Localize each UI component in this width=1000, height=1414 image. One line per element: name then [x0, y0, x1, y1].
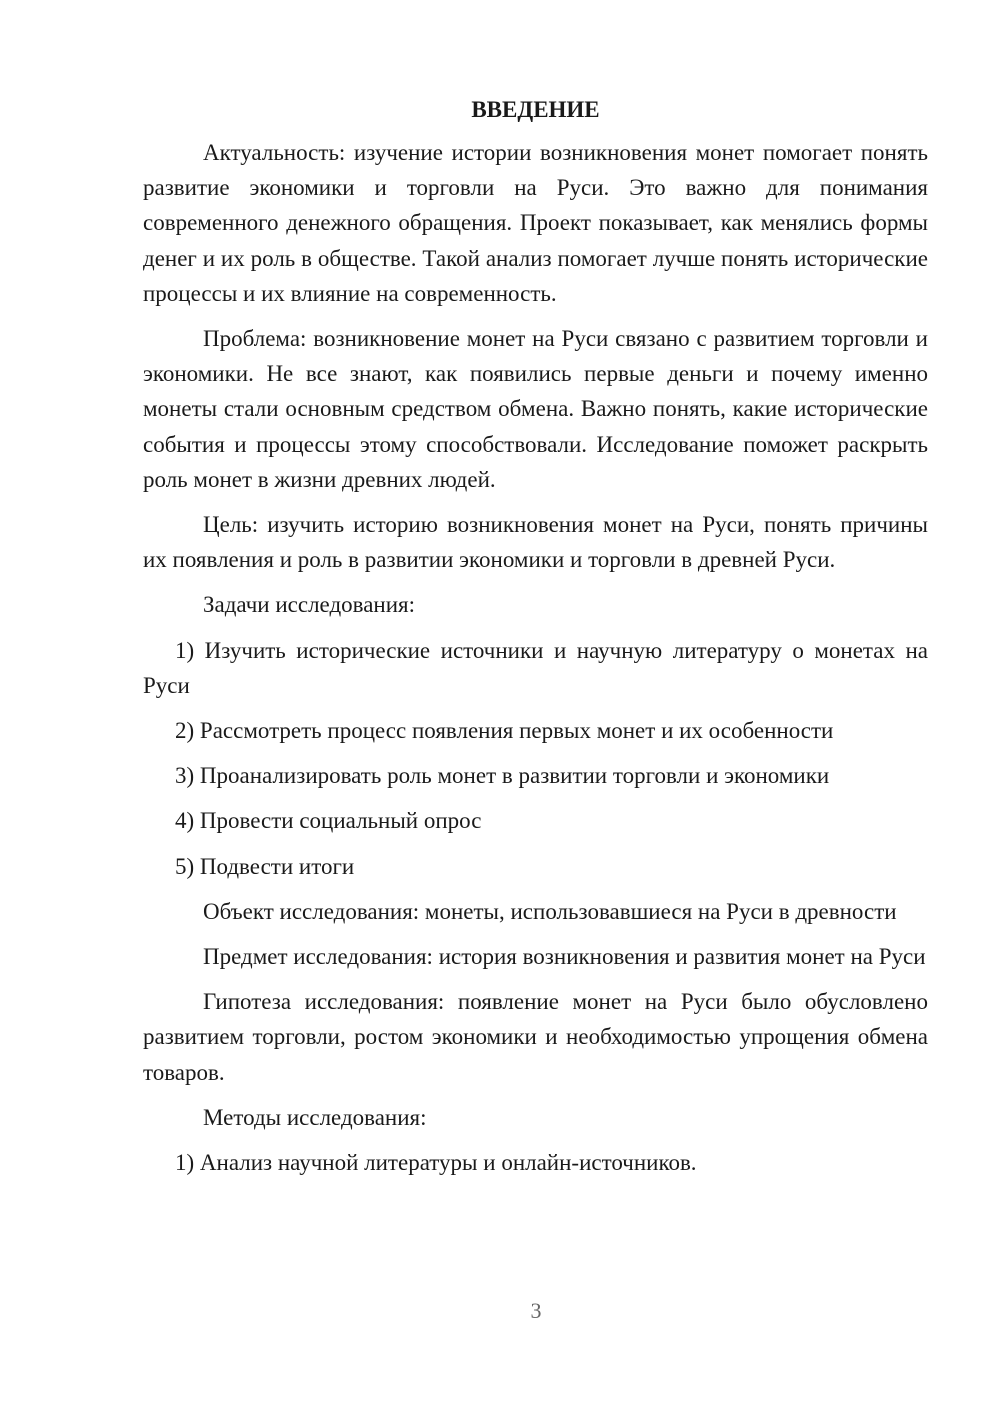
task-item-3: 3) Проанализировать роль монет в развитии торговли и экономики: [175, 763, 830, 789]
paragraph-relevance: Актуальность: изучение истории возникновения монет помогает понять развитие экономики и торговли на Руси. Это важно для понимания современного денежного обращения. Проект показывает, как менялись формы денег и их роль в обществе. Такой анализ помогает лучше понять исторические процессы и их влияние на современность.: [143, 140, 928, 306]
method-item-1: 1) Анализ научной литературы и онлайн-источников.: [175, 1150, 697, 1176]
paragraph-methods-heading: Методы исследования:: [203, 1104, 427, 1130]
paragraph-subject: Предмет исследования: история возникновения и развития монет на Руси: [203, 944, 926, 970]
task-item-5: 5) Подвести итоги: [175, 853, 355, 879]
paragraph-problem: Проблема: возникновение монет на Руси связано с развитием торговли и экономики. Не все знают, как появились первые деньги и почему именно монеты стали основным средством обмена. Важно понять, какие исторические события и процессы этому способствовали. Исследование поможет раскрыть роль монет в жизни древних людей.: [143, 326, 928, 492]
document-page: [143, 95, 928, 1180]
page-number: 3: [530, 1298, 542, 1323]
paragraph-goal: Цель: изучить историю возникновения монет на Руси, понять причины их появления и роль в развитии экономики и торговли в древней Руси.: [143, 512, 928, 573]
section-title: ВВЕДЕНИЕ: [471, 97, 600, 122]
paragraph-hypothesis: Гипотеза исследования: появление монет на Руси было обусловлено развитием торговли, ростом экономики и необходимостью упрощения обмена товаров.: [143, 989, 928, 1085]
paragraph-tasks-heading: Задачи исследования:: [203, 592, 416, 618]
paragraph-object: Объект исследования: монеты, использовавшиеся на Руси в древности: [203, 898, 897, 924]
task-item-1: 1) Изучить исторические источники и научную литературу о монетах на Руси: [143, 637, 928, 698]
task-item-2: 2) Рассмотреть процесс появления первых монет и их особенности: [175, 718, 834, 744]
task-item-4: 4) Провести социальный опрос: [175, 808, 482, 834]
